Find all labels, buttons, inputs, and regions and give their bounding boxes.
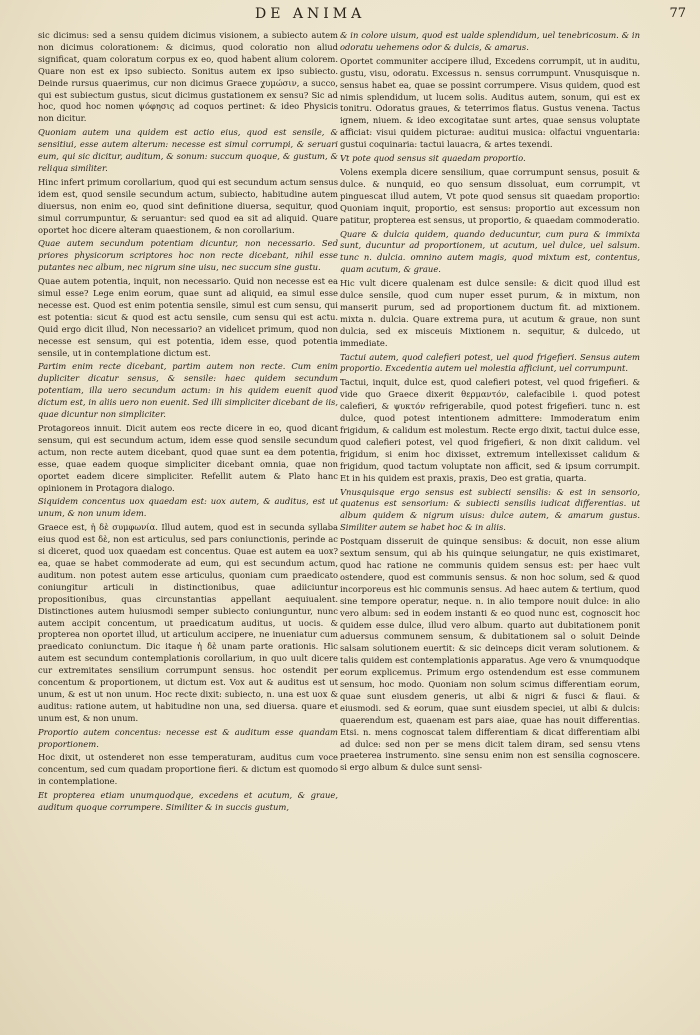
left-para-7: Protagoreos innuit. Dicit autem eos recte dicere in eo, quod dicant sensum, qui est secundum actum, idem esse quod sensile secundum actum, non recte autem dicebant, quod quae sunt ea dem potentia, esse, quae eadem quoque simpliciter dicebant omnia, quae non oportet eadem dicere simpliciter. Refellit autem & Plato hanc opinionem in Protagora dialogo. <box>38 423 338 493</box>
left-para-2: Quoniam autem una quidem est actio eius, quod est sensile, & sensitiui, esse autem alterum: necesse est simul corrumpi, & seruari eum, qui sic dicitur, auditum, & sonum: succum quoque, & gustum, & reliqua similiter. <box>38 127 338 173</box>
right-para-9: Vnusquisque ergo sensus est subiecti sensilis: & est in sensorio, quatenus est sensorium: & subiecti sensilis iudicat differentias. ut album quidem & nigrum uisus: dulce autem, & amarum gustus. Similiter autem se habet hoc & in aliis. <box>340 486 640 533</box>
right-para-4: Volens exempla dicere sensilium, quae corrumpunt sensus, posuit & dulce. & nunquid, eo quo sensum dissoluat, eum corrumpit, vt pinguescat illud autem, Vt pote quod sensus sit quaedam proportio: Quoniam inquit, proportio, est sensus: proportio aut excessum non patitur, propterea est sensus, ut proportio, & quaedam commoderatio. <box>340 166 640 225</box>
page-number: 77 <box>669 6 686 21</box>
left-para-5: Quae autem potentia, inquit, non necessario. Quid non necesse est ea simul esse? Lege enim eorum, quae sunt ad aliquid, ea simul esse necesse est. Quod est enim potentia sensile, simul est cum sensu, qui est potentia: sicut & quod est actu sensile, cum sensu qui est actu. Quid ergo dicit illud, Non necessario? an videlicet primum, quod non necesse est sensum, qui est potentia, idem esse, quod potentia sensile, ut in contemplatione dictum est. <box>38 276 338 358</box>
left-para-1: sic dicimus: sed a sensu quidem dicimus visionem, a subiecto autem non dicimus colorationem: & dicimus, quod coloratio non aliud significat, quam coloratum corpus ex eo, quod habent alium colorem. Quare non est ex ipso subiecto. Sonitus autem ex ipso subiecto. Deinde rursus quaerimus, cur non dicimus Graece χυμώσιν, a succo, qui est subiectum gustus, sicut dicimus gustationem ex sensu? Sic ad hoc, quod hoc nomen ψόφησις ad coquos pertinet: & ideo Physicis non dicitur. <box>38 30 338 124</box>
right-para-2: Oportet communiter accipere illud, Excedens corrumpit, ut in auditu, gustu, visu, odoratu. Excessus n. sensus corrumpunt. Vnusquisque n. sensus habet ea, quae se possint corrumpere. Visus quidem, quod est nimis splendidum, ut lucem solis. Auditus autem, sonum, qui est ex tonitru. Odoratus graues, & teterrimos flatus. Gustus venena. Tactus ignem, niuem. & ideo excogitatae sunt artes, quae sensus voluptate afficiat: visui quidem picturae: auditui musica: olfactui vnguentaria: gustui coquinaria: tactui lauacra, & artes texendi. <box>340 55 640 150</box>
left-para-11: Hoc dixit, ut ostenderet non esse temperaturam, auditus cum voce concentum, sed cum quadam proportione fieri. & dictum est quomodo in contemplatione. <box>38 752 338 787</box>
left-para-4: Quae autem secundum potentiam dicuntur, non necessario. Sed priores physicorum scriptores hoc non recte dicebant, nihil esse putantes nec album, nec nigrum sine uisu, nec succum sine gustu. <box>38 238 338 273</box>
right-para-10: Postquam disseruit de quinque sensibus: & docuit, non esse alium sextum sensum, qui ab his quinque seiungatur, ne quis existimaret, quod hac ratione ne communis quidem sensus est: per haec vult ostendere, quod est communis sensus. & non hoc solum, sed & quod incorporeus est hic communis sensus. Ad haec autem & tertium, quod sine tempore operatur, neque. n. in alio tempore nouit dulce: in alio vero album: sed in eodem instanti & eo quod nunc est, cognoscit hoc quidem esse dulce, illud vero album. quarto aut dubitationem ponit aduersus communem sensum, & dubitationem sal o soluit Deinde salsam solutionem euertit: & sic deinceps dicit veram solutionem. & talis quidem est contemplationis apparatus. Age vero & vnumquodque eorum explicemus. Primum ergo ostendendum est esse communem sensum, hoc modo. Quoniam non solum scimus differentiam eorum, quae sunt eiusdem generis, ut albi & nigri & fusci & flaui. & eiusmodi. sed & eorum, quae sunt eiusdem speciei, ut albi & dulcis: quaerendum est, quaenam est pars aiae, quae has nouit differentias. Etsi. n. mens cognoscat talem differentiam & dicat differentiam albi ad dulce: sed non per se mens dicit talem diram, sed sensu vtens praeterea instrumento. sine sensu enim non est sensilia cognoscere. si ergo album & dulce sunt sensi- <box>340 536 640 773</box>
left-para-3: Hinc infert primum corollarium, quod qui est secundum actum sensus idem est, quod sensile secundum actum, subiecto, habitudine autem diuersus, non enim eo, quod sint definitione diuersa, sequitur, quod simul corrumpuntur, & seruantur: sed quod ea sit ad aliquid. Quare oportet hoc dicere alteram quaestionem, & non corollarium. <box>38 176 338 235</box>
left-para-9: Graece est, ἡ δὲ συμφωνία. Illud autem, quod est in secunda syllaba eius quod est δὲ, non est articulus, sed pars coniunctionis, perinde ac si diceret, quod uox quaedam est concentus. Quae est autem ea uox? ea, quae se habet commoderate ad eum, qui est secundum actum, auditum. non potest autem esse articulus, quoniam cum praedicato coniungitur articuli in distinctionibus, quae adiiciuntur propositionibus, quas circunstantias appellant aequiualent. Distinctiones autem huiusmodi semper subiecto coniunguntur, nunc autem accipit concentum, ut praedicatum auditus, ut uocis. & propterea non oportet illud, ut articulum accipere, ne inueniatur cum praedicato coniunctum. Dic itaque ἡ δὲ unam parte orationis. Hic autem est secundum contemplationis corollarium, in quo uult dicere cur extremitates sensilium corrumpunt sensus. hoc ostendit per concentum & proportionem, ut dictum est. Vox aut & auditus est ut unum, & est ut non unum. Hoc recte dixit: subiecto, n. una est uox & auditus: ratione autem, ut habitudine non una, sed diuersa. quare et unum est, & non unum. <box>38 522 338 723</box>
left-para-12: Et propterea etiam unumquodque, excedens et acutum, & graue, auditum quoque corrumpere. Similiter & in succis gustum, <box>38 790 338 813</box>
right-para-5: Quare & dulcia quidem, quando deducuntur, cum pura & immixta sunt, ducuntur ad proportionem, ut acutum, uel dulce, uel salsum. tunc n. dulcia. omnino autem magis, quod mixtum est, contentus, quam acutum, & graue. <box>340 228 640 275</box>
right-para-8: Tactui, inquit, dulce est, quod calefieri potest, vel quod frigefieri. & vide quo Graece dixerit θερμαντόν, calefacibile i. quod potest calefieri, & ψυκτόν refrigerabile, quod potest frigefieri. tunc n. est dulce, quod potest intentionem admittere: Immoderatum enim frigidum, & calidum est molestum. Recte ergo dixit, tactui dulce esse, quod calefieri potest, vel quod frigefieri, & non dixit calidum. vel frigidum, si enim hoc dixisset, extremum intellexisset calidum & frigidum, quod tactum voluptate non afficit, sed & ipsum corrumpit. Et in his quidem est praxis, praxis, Deo est gratia, quarta. <box>340 377 640 483</box>
right-para-7: Tactui autem, quod calefieri potest, uel quod frigefieri. Sensus autem proportio. Excedentia autem uel molestia afficiunt, uel corrumpunt. <box>340 351 640 374</box>
right-para-3: Vt pote quod sensus sit quaedam proportio. <box>340 153 526 164</box>
right-para-6: Hic vult dicere qualenam est dulce sensile: & dicit quod illud est dulce sensile, quod cum nuper esset purum, & in mixtum, non manserit purum, sed ad proportionem ductum fit. ad mixtionem. mixta n. dulcia. Quare extrema pura, ut acutum & graue, non sunt dulcia, sed ex misceuis Mixtionem n. sequitur, & dulcedo, ut immediate. <box>340 278 640 348</box>
left-para-10: Proportio autem concentus: necesse est & auditum esse quandam proportionem. <box>38 726 338 749</box>
right-column <box>340 30 640 776</box>
right-para-1: & in colore uisum, quod est ualde splendidum, uel tenebricosum. & in odoratu uehemens odor & dulcis, & amarus. <box>340 30 640 52</box>
left-column <box>38 30 338 816</box>
left-para-8: Siquidem concentus uox quaedam est: uox autem, & auditus, est ut unum, & non unum idem. <box>38 496 338 519</box>
left-para-6: Partim enim recte dicebant, partim autem non recte. Cum enim dupliciter dicatur sensus, & sensile: haec quidem secundum potentiam, illa uero secundum actum: in his quidem euenit quod dictum est, in aliis uero non euenit. Sed illi simpliciter dicebant de iis, quae dicuntur non simpliciter. <box>38 361 338 420</box>
running-head <box>0 4 700 24</box>
running-title: DE ANIMA <box>255 6 366 22</box>
